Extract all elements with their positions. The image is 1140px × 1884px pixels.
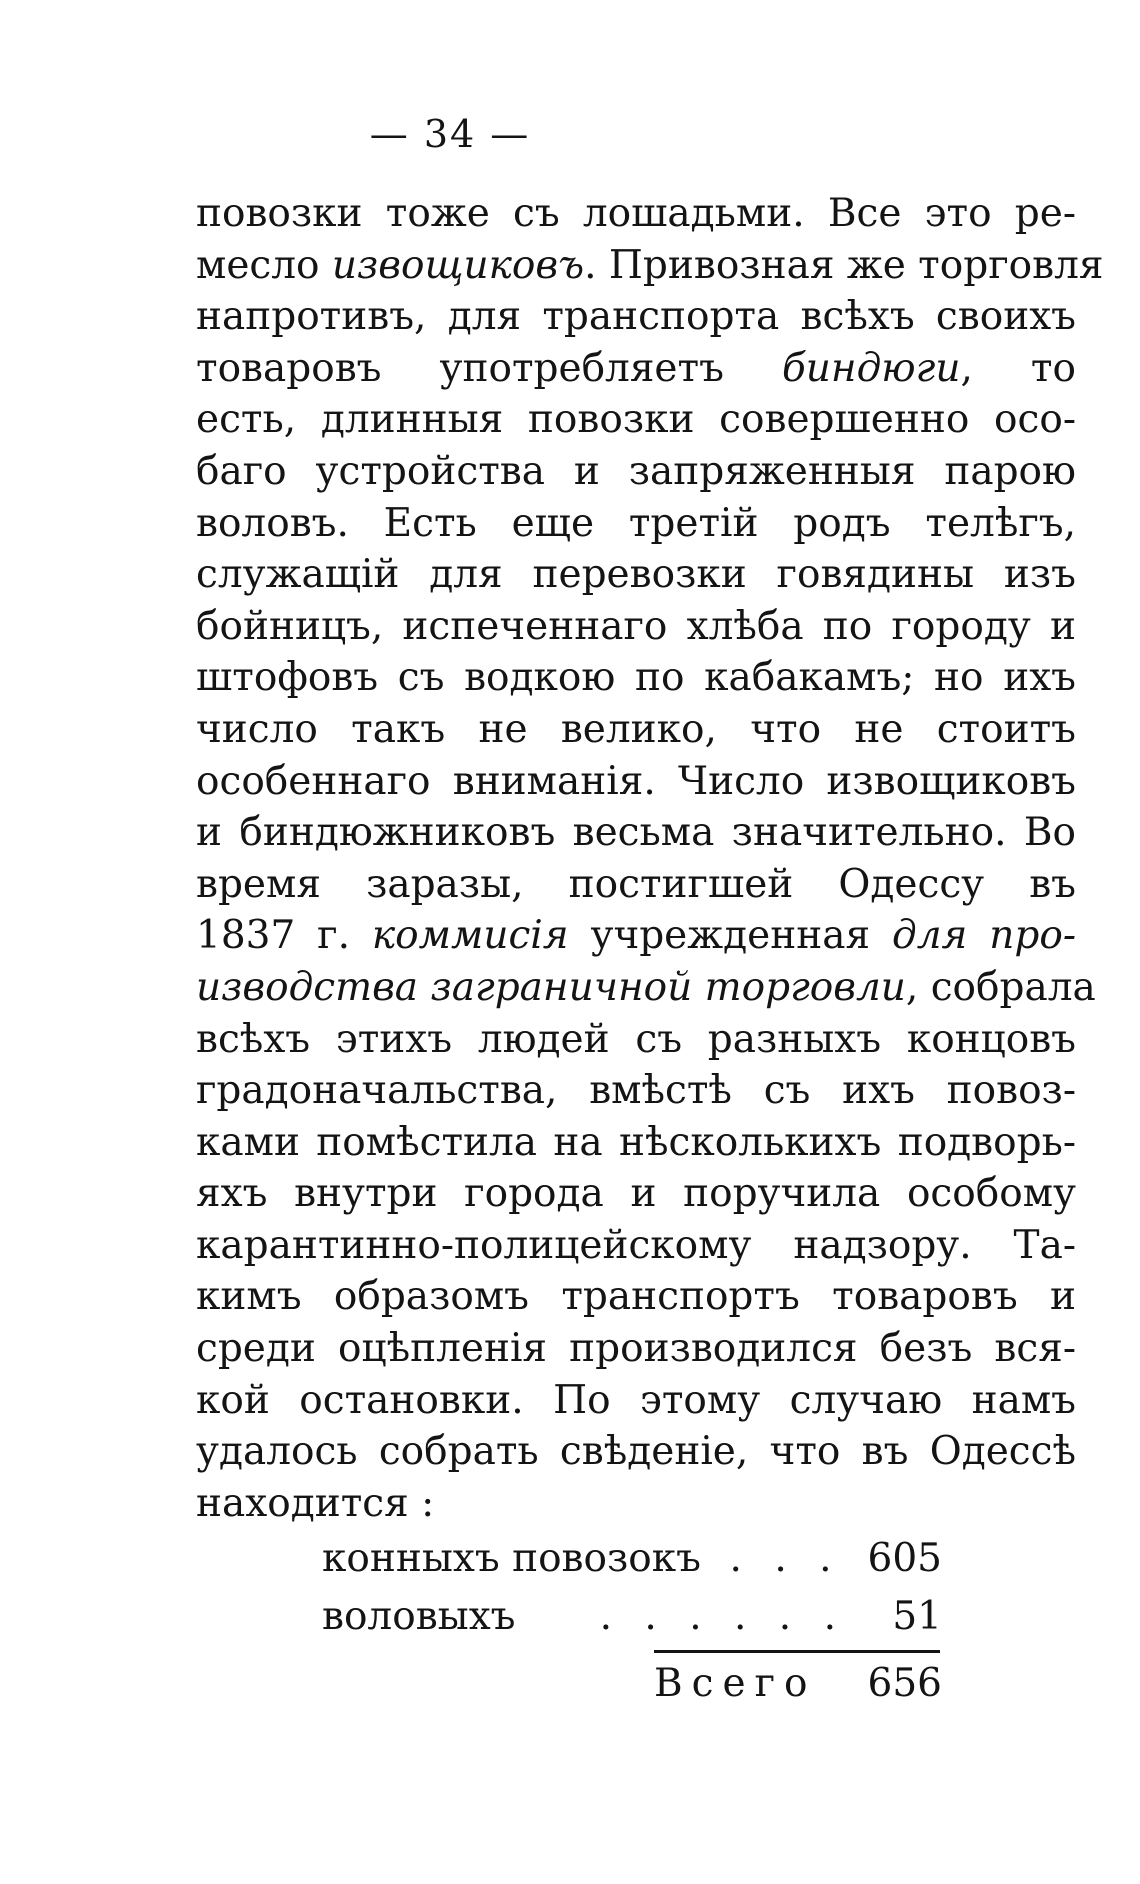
text-line <box>196 859 1076 911</box>
text-run: яхъ внутри города и поручила особому <box>196 1171 1076 1217</box>
text-line <box>196 1271 1076 1323</box>
text-run: время заразы, постигшей Одессу въ <box>196 861 1076 907</box>
text-run: , то <box>960 345 1076 391</box>
tally-leader: . . . . . . <box>599 1594 846 1639</box>
text-line <box>196 446 1076 498</box>
text-run: напротивъ, для транспорта всѣхъ своихъ <box>196 294 1076 340</box>
text-line <box>196 704 1076 756</box>
text-run: кой остановки. По этому случаю намъ <box>196 1377 1076 1423</box>
tally-row <box>322 1530 942 1588</box>
text-run: учрежденная <box>568 913 892 959</box>
text-run: среди оцѣпленія производился безъ вся- <box>196 1326 1076 1372</box>
text-run: месло <box>196 242 332 288</box>
text-line <box>196 910 1076 962</box>
text-line <box>196 1375 1076 1427</box>
italic-term: изводства заграничной торговли <box>196 964 906 1010</box>
tally-table <box>322 1530 942 1646</box>
tally-label: воловыхъ <box>322 1594 516 1639</box>
text-run: штофовъ съ водкою по кабакамъ; но ихъ <box>196 655 1076 701</box>
text-line <box>196 1220 1076 1272</box>
text-run: находится : <box>196 1480 435 1526</box>
text-line <box>196 1323 1076 1375</box>
text-line <box>196 756 1076 808</box>
text-line <box>196 1014 1076 1066</box>
text-run: , собрала <box>905 964 1096 1010</box>
italic-term: для про- <box>891 913 1076 959</box>
text-line <box>196 1426 1076 1478</box>
text-run: повозки тоже съ лошадьми. Все это ре- <box>196 191 1076 236</box>
text-line <box>196 394 1076 446</box>
text-line <box>196 240 1104 292</box>
text-run: карантинно-полицейскому надзору. Та- <box>196 1222 1076 1268</box>
text-run: . Привозная же торговля <box>584 242 1104 288</box>
text-line <box>196 291 1076 343</box>
text-run: и биндюжниковъ весьма значительно. Во <box>196 810 1076 856</box>
text-run: градоначальства, вмѣстѣ съ ихъ повоз- <box>196 1068 1076 1114</box>
tally-row <box>322 1588 942 1646</box>
text-line <box>196 807 1076 859</box>
text-line <box>196 652 1076 704</box>
text-run: ками помѣстила на нѣсколькихъ подворь- <box>196 1119 1076 1165</box>
text-run: воловъ. Есть еще третій родъ телѣгъ, <box>196 500 1076 546</box>
text-run: кимъ образомъ транспортъ товаровъ и <box>196 1274 1076 1320</box>
text-run: 1837 г. <box>196 913 372 959</box>
text-run: удалось собрать свѣденіе, что въ Одессѣ <box>196 1429 1076 1475</box>
total-row <box>654 1652 942 1716</box>
text-run: товаровъ употребляетъ <box>196 345 782 391</box>
italic-term: извощиковъ <box>331 242 585 288</box>
text-line <box>196 1168 1076 1220</box>
page-number: — 34 — <box>369 112 531 156</box>
text-run: всѣхъ этихъ людей съ разныхъ концовъ <box>196 1016 1076 1062</box>
tally-value: 51 <box>892 1594 942 1639</box>
text-run: особеннаго вниманія. Число извощиковъ <box>196 758 1076 804</box>
text-run: есть, длинныя повозки совершенно осо- <box>196 397 1076 443</box>
text-run: бойницъ, испеченнаго хлѣба по городу и <box>196 603 1076 649</box>
text-line <box>196 188 1076 240</box>
text-line <box>196 1478 1076 1530</box>
text-line <box>196 962 1096 1014</box>
tally-leader: . . . <box>729 1536 842 1581</box>
tally-label: конныхъ повозокъ <box>322 1536 701 1581</box>
text-run: служащій для перевозки говядины изъ <box>196 552 1076 598</box>
text-line <box>196 1065 1076 1117</box>
tally-value: 605 <box>867 1536 942 1581</box>
italic-term: биндюги <box>781 345 961 391</box>
text-line <box>196 549 1076 601</box>
text-line <box>196 1117 1076 1169</box>
text-run: число такъ не велико, что не стоитъ <box>196 706 1076 752</box>
text-line <box>196 343 1076 395</box>
body-text <box>196 188 1104 1529</box>
total-label: Всего <box>654 1661 817 1706</box>
total-value: 656 <box>867 1661 942 1706</box>
italic-term: коммисія <box>371 913 569 959</box>
text-line <box>196 601 1076 653</box>
text-line <box>196 498 1076 550</box>
text-run: баго устройства и запряженныя парою <box>196 448 1076 494</box>
